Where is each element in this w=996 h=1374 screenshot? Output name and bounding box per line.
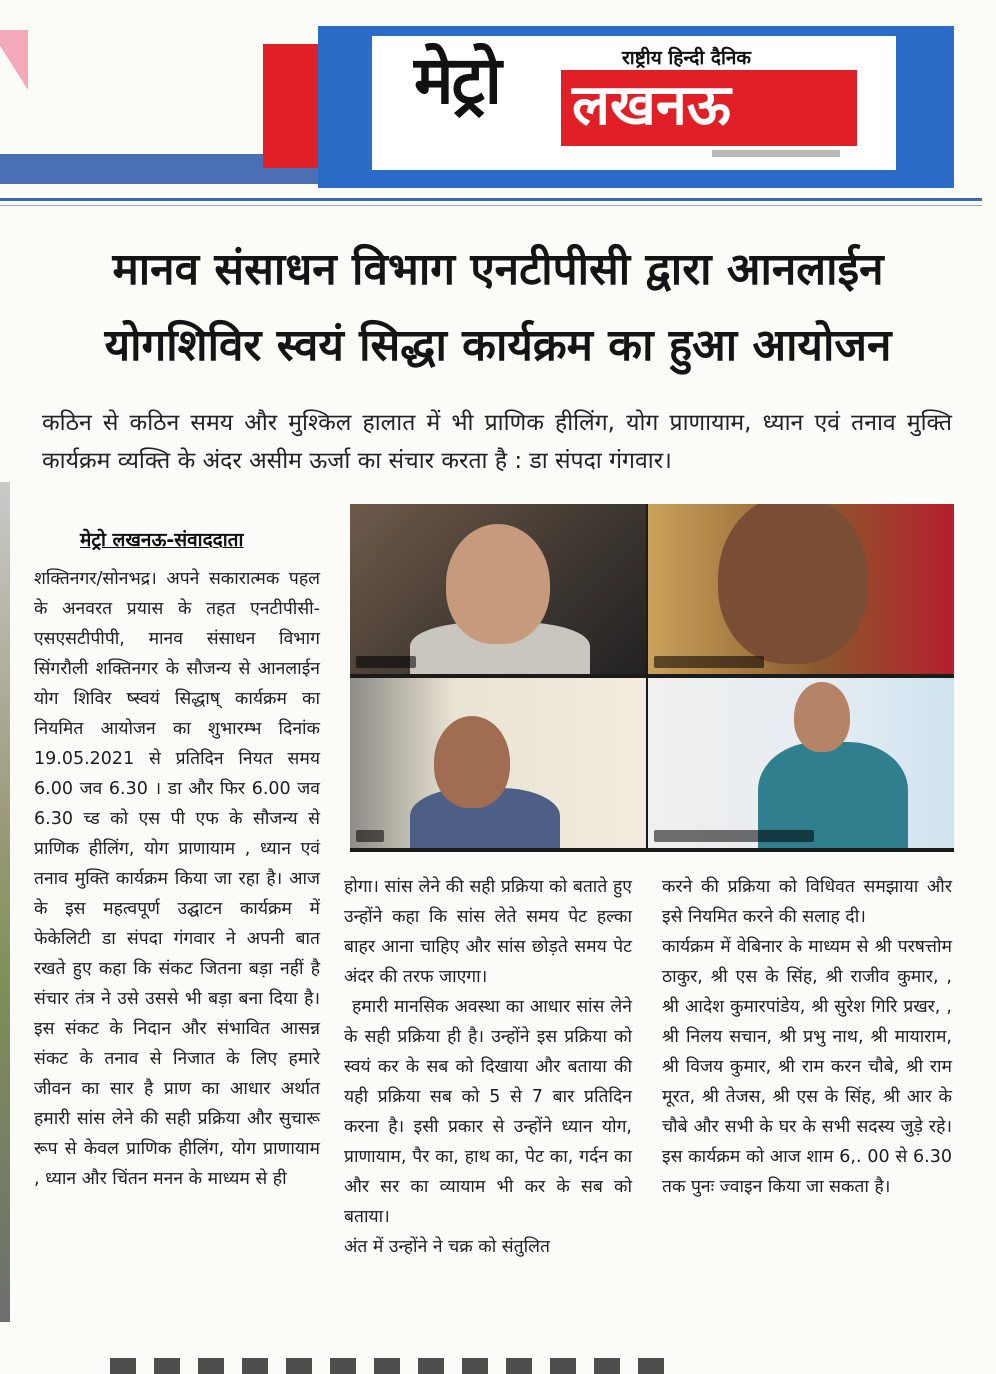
next-article-cutoff <box>110 1358 670 1374</box>
column-1-text: शक्तिनगर/सोनभद्र। अपने सकारात्मक पहल के अनवरत प्रयास के तहत एनटीपीसी- एसएसटीपीपी, मानव संसाधन विभाग सिंगरौली शक्तिनगर के सौजन्य से आनलाईन योग शिविर ष्स्वयं सिद्धाष् कार्यक्रम का नियमित आयोजन का शुभारम्भ दिनांक 19.05.2021 से प्रतिदिन नियत समय 6.00 जव 6.30 । डा और फिर 6.00 जव 6.30 च्ड को एस पी एफ के सौजन्य से प्राणिक हीलिंग, योग प्राणायाम , ध्यान एवं तनाव मुक्ति कार्यक्रम किया जा रहा है। आज के इस महत्वपूर्ण उद्घाटन कार्यक्रम में फेकेलिटी डा संपदा गंगवार ने अपनी बात रखते हुए कहा कि संकट जितना बड़ा नहीं है संचार तंत्र ने उसे उससे भी बड़ा बना दिया है। इस संकट के निदान और संभावित आसन्न संकट के तनाव से निजात के लिए हमारे जीवन का सार है प्राण का आधार अर्थात हमारी सांस लेने की सही प्रक्रिया और सुचारू रूप से केवल प्राणिक हीलिंग, योग प्राणायाम , ध्यान और चिंतन मनन के माध्यम से ही <box>34 569 320 1189</box>
headline-line-1: मानव संसाधन विभाग एनटीपीसी द्वारा आनलाईन <box>112 244 884 295</box>
masthead-tagline: राष्ट्रीय हिन्दी दैनिक <box>622 47 751 69</box>
divider-rule <box>0 198 982 201</box>
article-column-1 <box>34 564 320 1194</box>
masthead-fine-print <box>712 150 840 157</box>
article-byline: मेट्रो लखनऊ-संवाददाता <box>80 529 244 551</box>
video-tile-2 <box>648 504 954 674</box>
column-3-paragraph-1: करने की प्रक्रिया को विधिवत समझाया और इसे नियमित करने की सलाह दी। <box>662 877 952 927</box>
column-2-paragraph-1: होगा। सांस लेने की सही प्रक्रिया को बताते हुए उन्होंने कहा कि सांस लेते समय पेट हल्का बाहर आना चाहिए और सांस छोड़ते समय पेट अंदर की तरफ जाएगा। <box>344 877 632 987</box>
article-column-3 <box>662 872 952 1202</box>
masthead-brand-left: मेट्रो <box>414 42 500 119</box>
article-photo-video-call <box>350 504 954 852</box>
video-tile-4 <box>648 678 954 848</box>
divider-rule-thin <box>0 205 982 206</box>
video-tile-3 <box>350 678 646 848</box>
headline-line-2: योगशिविर स्वयं सिद्धा कार्यक्रम का हुआ आयोजन <box>104 320 892 371</box>
header-red-block <box>263 44 319 168</box>
article-headline <box>0 232 996 384</box>
video-tile-1 <box>350 504 646 674</box>
article-subheadline: कठिन से कठिन समय और मुश्किल हालात में भी प्राणिक हीलिंग, योग प्राणायाम, ध्यान एवं तनाव मुक्ति कार्यक्रम व्यक्ति के अंदर असीम ऊर्जा का संचार करता है : डा संपदा गंगवार। <box>42 410 952 474</box>
adjacent-clipping-edge <box>0 482 10 1322</box>
column-2-paragraph-3: अंत में उन्होंने ने चक्र को संतुलित <box>344 1237 550 1257</box>
column-3-paragraph-2: कार्यक्रम में वेबिनार के माध्यम से श्री परषत्तोम ठाकुर, श्री एस के सिंह, श्री राजीव कुमार, , श्री आदेश कुमारपांडेय, श्री सुरेश गिरि प्रखर, , श्री निलय सचान, श्री प्रभु नाथ, श्री मायाराम, श्री विजय कुमार, श्री राम करन चौबे, श्री राम मूरत, श्री तेजस, श्री एस के सिंह, श्री आर के चौबे और सभी के घर के सभी सदस्य जुड़े रहे। इस कार्यक्रम को आज शाम 6,. 00 से 6.30 तक पुनः ज्वाइन किया जा सकता है। <box>662 937 952 1197</box>
masthead-brand-right: लखनऊ <box>572 73 731 138</box>
article-column-2 <box>344 872 632 1262</box>
corner-decoration <box>0 30 28 90</box>
column-2-paragraph-2: हमारी मानसिक अवस्था का आधार सांस लेने के सही प्रक्रिया ही है। उन्होंने इस प्रक्रिया को स्वयं कर के सब को दिखाया और बताया की यही प्रक्रिया सब को 5 से 7 बार प्रतिदिन करना है। इसी प्रकार से उन्होंने ध्यान योग, प्राणायाम, पैर का, हाथ का, पेट का, गर्दन का और सर का व्यायाम भी कर के सब को बताया। <box>344 997 632 1227</box>
